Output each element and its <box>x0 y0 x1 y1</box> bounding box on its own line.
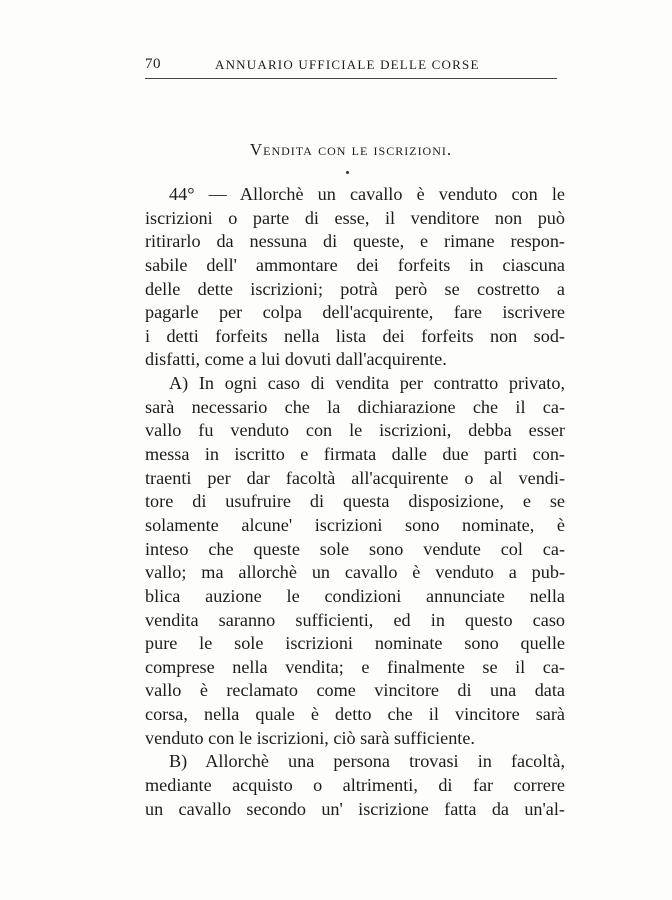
text-line: A) In ogni caso di vendita per contratto privato, <box>169 373 565 394</box>
text-line: delle dette iscrizioni; potrà però se costretto a <box>145 278 565 299</box>
text-line: messa in iscritto e firmata dalle due parti con- <box>145 444 565 465</box>
text-line: traenti per dar facoltà all'acquirente o al vendi- <box>145 467 565 488</box>
text-line: corsa, nella quale è detto che il vincitore sarà <box>145 704 565 725</box>
text-line: pure le sole iscrizioni nominate sono quelle <box>145 633 565 654</box>
ornament-dot <box>346 171 349 174</box>
text-line: iscrizioni o parte di esse, il venditore non può <box>145 207 565 228</box>
text-line: blica auzione le condizioni annunciate nella <box>145 585 565 606</box>
text-line: B) Allorchè una persona trovasi in facoltà, <box>169 751 565 772</box>
text-line: disfatti, come a lui dovuti dall'acquirente. <box>145 349 447 370</box>
text-line: pagarle per colpa dell'acquirente, fare iscrivere <box>145 302 565 323</box>
text-line: vallo è reclamato come vincitore di una data <box>145 680 565 701</box>
text-line: 44° — Allorchè un cavallo è venduto con le <box>169 184 565 204</box>
section-title: Vendita con le iscrizioni. <box>249 140 453 159</box>
text-line: venduto con le iscrizioni, ciò sarà sufficiente. <box>145 727 475 748</box>
text-line: vallo; ma allorchè un cavallo è venduto a pub- <box>145 562 565 583</box>
text-line: comprese nella vendita; e finalmente se il ca- <box>145 656 565 677</box>
text-line: vendita saranno sufficienti, ed in questo caso <box>145 609 565 630</box>
text-line: inteso che queste sole sono vendute col ca- <box>145 538 565 559</box>
text-line: tore di usufruire di questa disposizione, e se <box>145 491 565 512</box>
page-number: 70 <box>145 56 161 72</box>
text-line: i detti forfeits nella lista dei forfeits non sod- <box>145 325 565 346</box>
text-line: vallo fu venduto con le iscrizioni, debba esser <box>145 420 565 441</box>
text-line: sabile dell' ammontare dei forfeits in ciascuna <box>145 254 565 275</box>
running-title: ANNUARIO UFFICIALE DELLE CORSE <box>215 57 480 72</box>
text-line: sarà necessario che la dichiarazione che il ca- <box>145 396 565 417</box>
text-line: ritirarlo da nessuna di queste, e rimane respon- <box>145 231 565 252</box>
text-line: un cavallo secondo un' iscrizione fatta da un'al- <box>145 798 565 819</box>
text-line: solamente alcune' iscrizioni sono nominate, è <box>145 514 565 535</box>
text-line: mediante acquisto o altrimenti, di far correre <box>145 775 565 796</box>
body-text <box>145 183 565 821</box>
running-header <box>145 56 557 79</box>
